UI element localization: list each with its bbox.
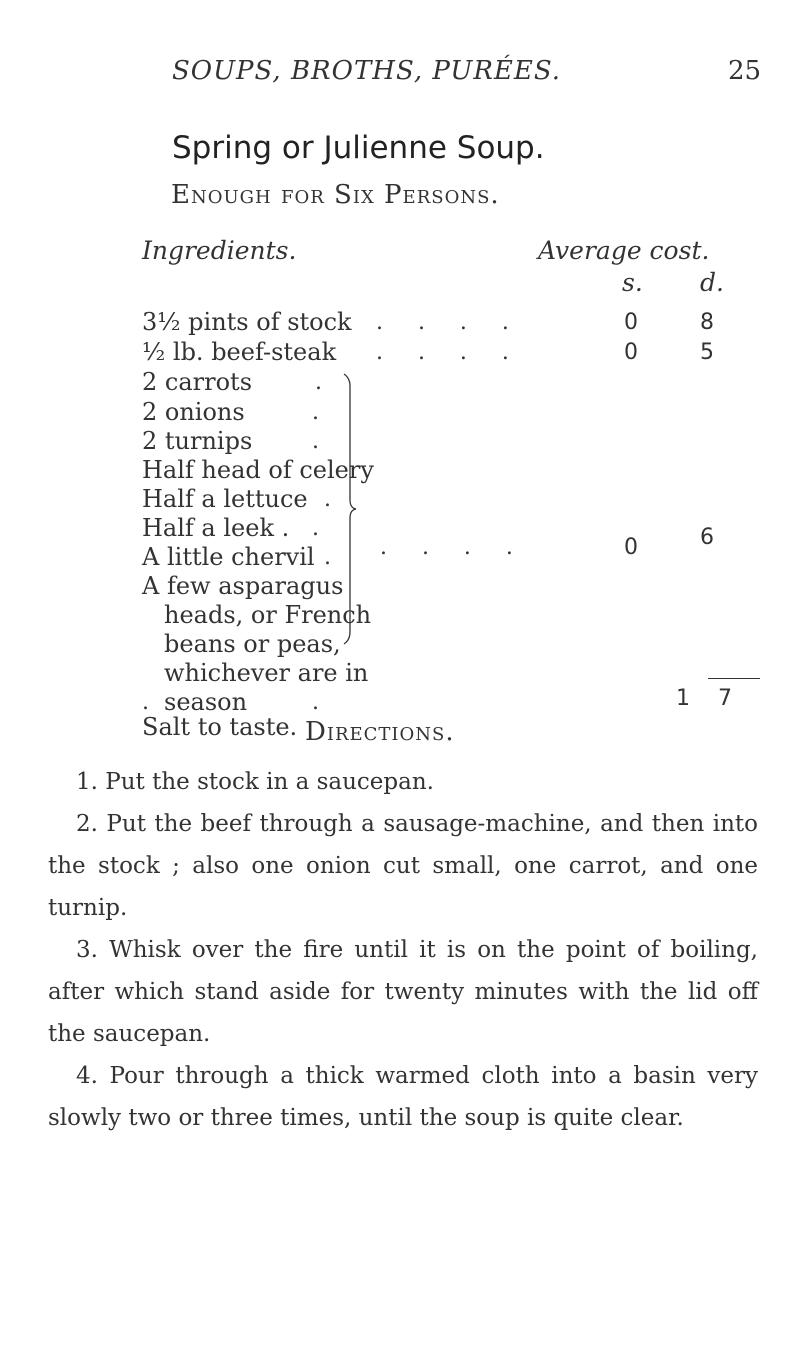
- direction-step: 4. Pour through a thick warmed cloth into a basin very slowly two or three times, until the soup is quite clear.: [48, 1063, 758, 1131]
- ingredient-item: 3½ pints of stock: [142, 308, 352, 336]
- cost-unit-s: s.: [622, 268, 643, 297]
- leader-dots: .: [312, 429, 319, 454]
- ingredient-item: Half a lettuce: [142, 485, 308, 513]
- ingredient-item: A little chervil: [142, 543, 315, 571]
- leader-dots: . . . .: [380, 535, 513, 560]
- ingredient-item: 2 carrots: [142, 368, 253, 396]
- leader-dots: . . . .: [376, 310, 509, 335]
- ingredients-heading: Ingredients.: [142, 236, 297, 265]
- total-shillings: 1: [676, 686, 690, 711]
- ingredient-item: ½ lb. beef-steak: [142, 338, 337, 366]
- leader-dots: .: [312, 690, 319, 715]
- cost-unit-d: d.: [700, 268, 724, 297]
- cost-pence: 5: [700, 340, 714, 365]
- leader-dots: . . . .: [376, 340, 509, 365]
- ingredient-item: whichever are in: [164, 659, 369, 687]
- ingredient-item: Salt to taste.: [142, 713, 298, 741]
- leader-dots: .: [324, 487, 331, 512]
- cost-heading: Average cost.: [538, 236, 710, 265]
- leader-dots: .: [324, 545, 331, 570]
- ingredient-item: beans or peas,: [164, 630, 341, 658]
- ingredient-item: season: [164, 688, 248, 716]
- cost-pence: 6: [700, 525, 714, 550]
- grouping-brace: [342, 372, 358, 646]
- recipe-title: Spring or Julienne Soup.: [172, 130, 545, 166]
- ingredient-item: 2 turnips: [142, 427, 253, 455]
- direction-step: 1. Put the stock in a saucepan.: [76, 769, 434, 795]
- directions-heading: Directions.: [305, 717, 455, 747]
- cost-pence: 8: [700, 310, 714, 335]
- total-pence: 7: [718, 686, 732, 711]
- page-number: 25: [728, 56, 762, 86]
- cost-shillings: 0: [624, 310, 638, 335]
- leader-dots: .: [142, 690, 149, 715]
- direction-step: 2. Put the beef through a sausage-machine, and then into the stock ; also one onion cut small, one carrot, and one turnip.: [48, 811, 758, 921]
- cost-shillings: 0: [624, 535, 638, 560]
- leader-dots: .: [315, 370, 322, 395]
- cost-shillings: 0: [624, 340, 638, 365]
- leader-dots: .: [312, 400, 319, 425]
- ingredient-item: 2 onions: [142, 398, 245, 426]
- recipe-serves: Enough for Six Persons.: [171, 180, 500, 210]
- ingredient-item: Half head of celery: [142, 456, 374, 484]
- direction-step: 3. Whisk over the fire until it is on the point of boiling, after which stand aside for twenty minutes with the lid off the saucepan.: [48, 937, 758, 1047]
- running-title: SOUPS, BROTHS, PURÉES.: [172, 56, 562, 86]
- ingredient-item: Half a leek .: [142, 514, 290, 542]
- leader-dots: .: [312, 516, 319, 541]
- ingredient-item: heads, or French: [164, 601, 372, 629]
- ingredient-item: A few asparagus: [142, 572, 344, 600]
- sum-rule: [708, 678, 760, 679]
